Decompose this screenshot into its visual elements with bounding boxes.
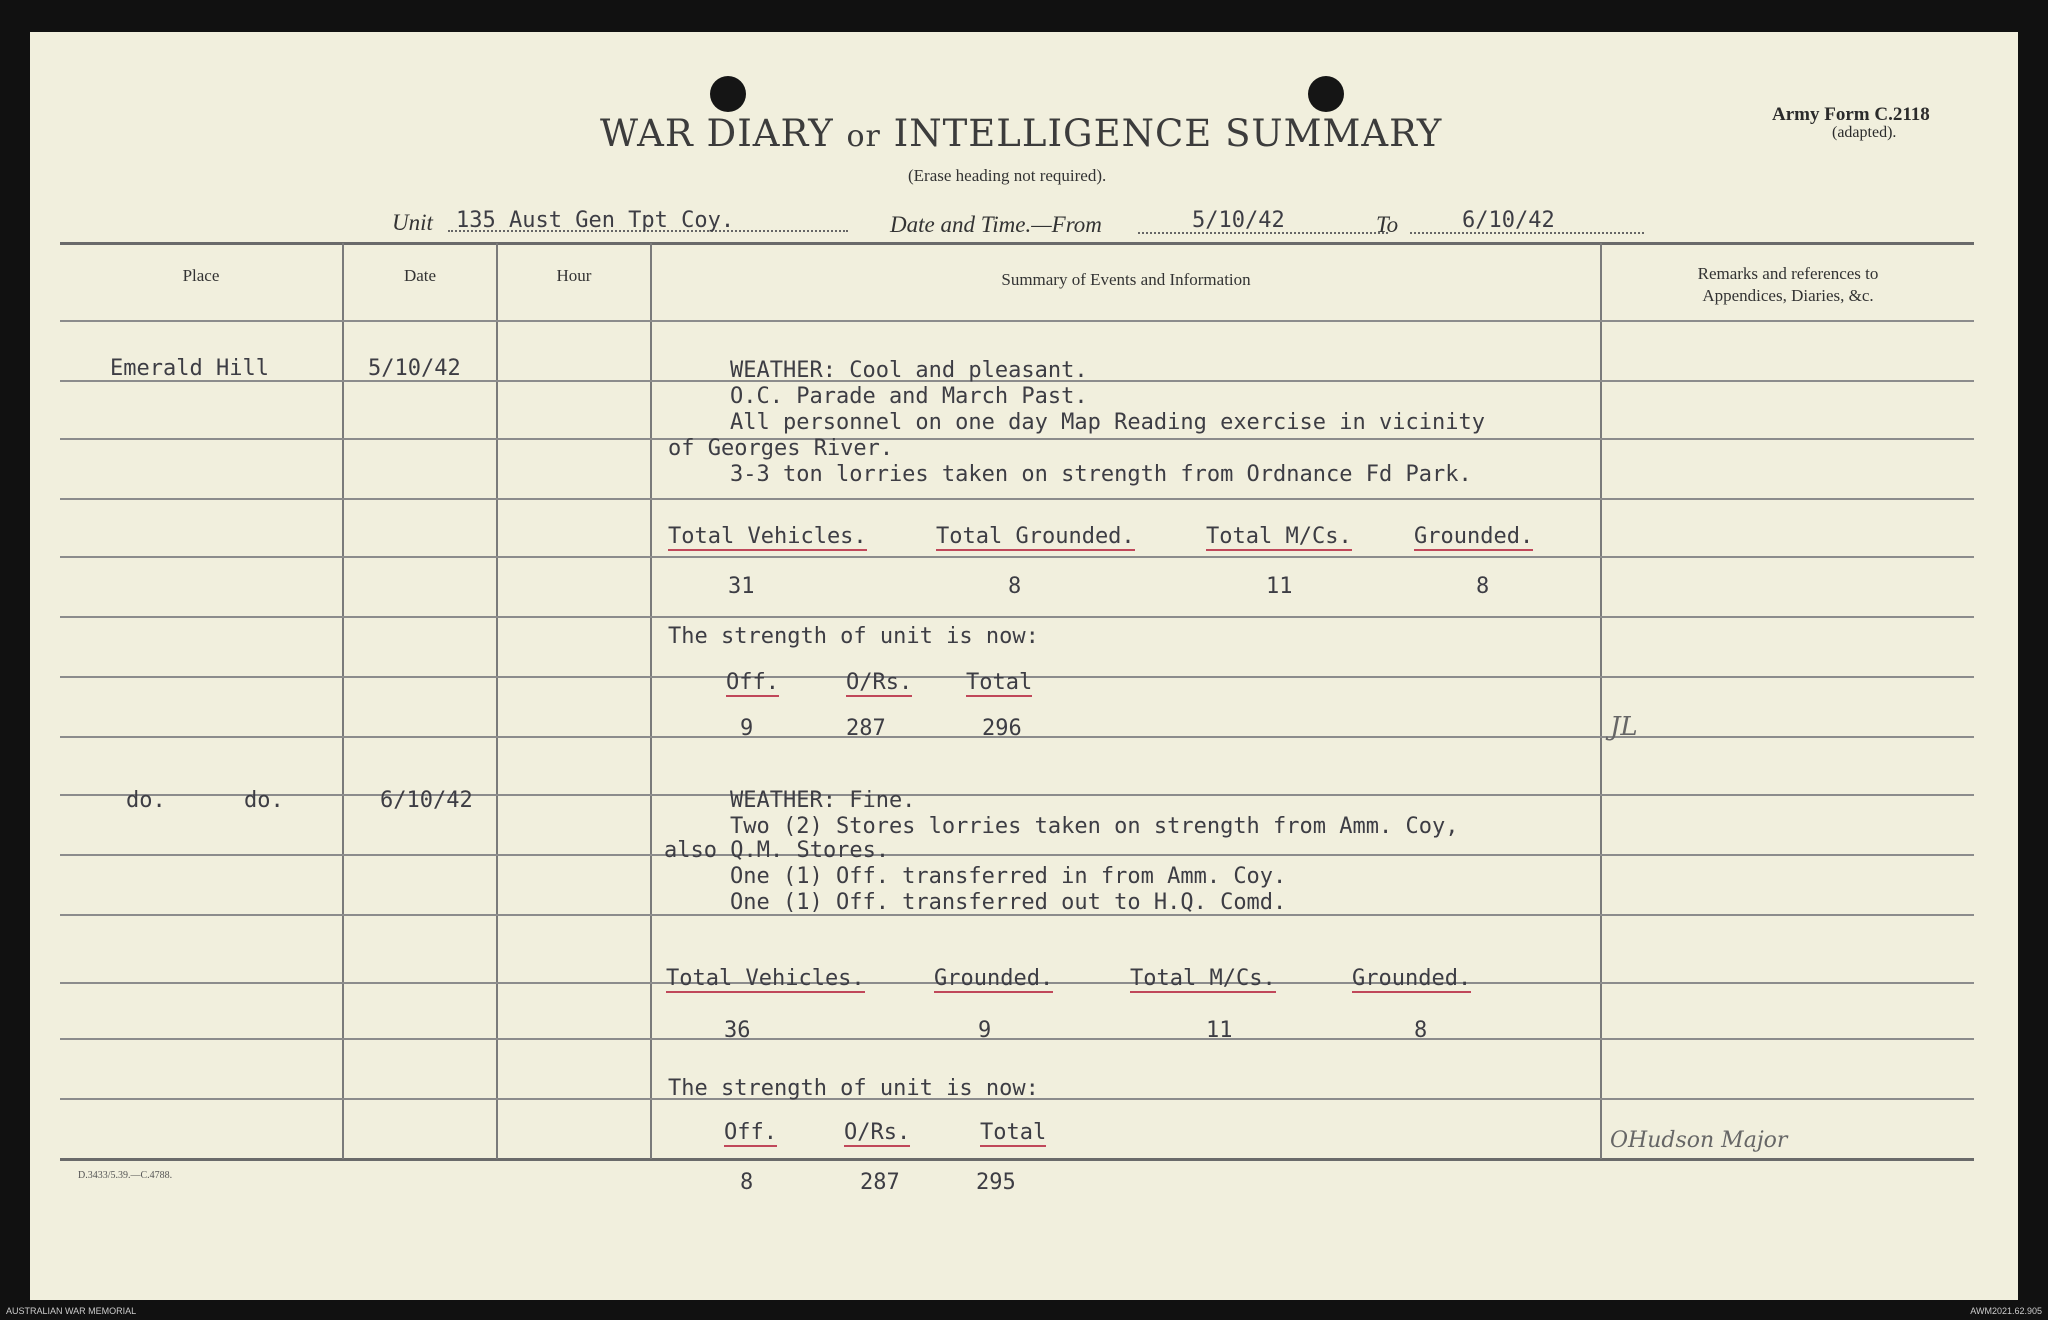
entry2-signature: OHudson Major bbox=[1610, 1128, 1788, 1153]
punch-hole-right bbox=[1308, 76, 1344, 112]
col-header-hour: Hour bbox=[556, 266, 592, 285]
entry2-strength-value: 8 bbox=[740, 1170, 754, 1195]
entry2-vehicles-header: Grounded. bbox=[1352, 966, 1472, 991]
entry1-vehicles-header: Total M/Cs. bbox=[1206, 524, 1352, 549]
ruled-line bbox=[60, 320, 1974, 322]
date-time-label: Date and Time.—From bbox=[890, 212, 1102, 237]
print-code: D.3433/5.39.—C.4788. bbox=[78, 1170, 173, 1181]
ruled-line bbox=[60, 438, 1974, 440]
entry2-vehicles-header: Total M/Cs. bbox=[1130, 966, 1276, 991]
entry1-vehicles-value: 31 bbox=[728, 574, 755, 599]
col-header-place: Place bbox=[182, 266, 220, 285]
col-header-remarks-line2: Appendices, Diaries, &c. bbox=[1702, 286, 1874, 305]
entry2-strength-value: 287 bbox=[860, 1170, 900, 1195]
entry2-strength-value: 295 bbox=[976, 1170, 1016, 1195]
entry2-line: also Q.M. Stores. bbox=[664, 838, 890, 863]
archive-label-right: AWM2021.62.905 bbox=[1970, 1306, 2042, 1316]
entry1-strength-header: O/Rs. bbox=[846, 670, 913, 695]
entry1-vehicles-header: Total Vehicles. bbox=[668, 524, 867, 549]
ruled-line bbox=[60, 556, 1974, 558]
entry1-strength-value: 287 bbox=[846, 716, 886, 741]
col-header-remarks-line1: Remarks and references to bbox=[1697, 264, 1879, 283]
punch-hole-left bbox=[710, 76, 746, 112]
ruled-line bbox=[60, 794, 1974, 796]
title-war-diary: WAR DIARY bbox=[600, 112, 834, 155]
entry2-date: 6/10/42 bbox=[380, 788, 473, 813]
entry1-strength-header: Total bbox=[966, 670, 1033, 695]
ruled-line bbox=[60, 854, 1974, 856]
entry2-place-do: do. bbox=[126, 788, 166, 813]
ruled-line bbox=[60, 1038, 1974, 1040]
entry2-place-do: do. bbox=[244, 788, 284, 813]
entry2-vehicles-header: Total Vehicles. bbox=[666, 966, 865, 991]
entry1-strength-label: The strength of unit is now: bbox=[668, 624, 1039, 649]
title-intelligence-summary: INTELLIGENCE SUMMARY bbox=[893, 112, 1443, 155]
entry2-line: One (1) Off. transferred out to H.Q. Comd. bbox=[730, 890, 1287, 915]
entry1-vehicles-value: 8 bbox=[1476, 574, 1490, 599]
entry2-strength-label: The strength of unit is now: bbox=[668, 1076, 1039, 1101]
col-header-summary: Summary of Events and Information bbox=[1001, 270, 1251, 289]
entry1-line: All personnel on one day Map Reading exercise in vicinity bbox=[730, 410, 1485, 435]
entry1-vehicles-value: 11 bbox=[1266, 574, 1293, 599]
entry2-vehicles-value: 11 bbox=[1206, 1018, 1233, 1043]
archive-label-left: AUSTRALIAN WAR MEMORIAL bbox=[6, 1306, 137, 1316]
entry1-line: 3-3 ton lorries taken on strength from Ordnance Fd Park. bbox=[730, 462, 1472, 487]
entry2-vehicles-header: Grounded. bbox=[934, 966, 1054, 991]
title-or: or bbox=[846, 119, 881, 154]
entry2-vehicles-value: 9 bbox=[978, 1018, 992, 1043]
entry1-strength-header: Off. bbox=[726, 670, 779, 695]
entry1-strength-value: 9 bbox=[740, 716, 754, 741]
entry1-vehicles-header: Total Grounded. bbox=[936, 524, 1135, 549]
entry1-remark-initials: JL bbox=[1610, 712, 1638, 742]
diary-sheet bbox=[30, 32, 2018, 1300]
ruled-line bbox=[60, 498, 1974, 500]
entry1-vehicles-value: 8 bbox=[1008, 574, 1022, 599]
entry1-strength-value: 296 bbox=[982, 716, 1022, 741]
entry2-vehicles-value: 8 bbox=[1414, 1018, 1428, 1043]
form-number: Army Form C.2118 bbox=[1772, 104, 1930, 125]
table-bottom-rule bbox=[60, 1158, 1974, 1161]
unit-label: Unit bbox=[392, 210, 433, 235]
entry2-strength-header: Off. bbox=[724, 1120, 777, 1145]
to-value: 6/10/42 bbox=[1462, 208, 1555, 233]
entry2-line: WEATHER: Fine. bbox=[730, 788, 916, 813]
entry1-date: 5/10/42 bbox=[368, 356, 461, 381]
entry2-line: Two (2) Stores lorries taken on strength from Amm. Coy, bbox=[730, 814, 1459, 839]
form-adapted: (adapted). bbox=[1832, 124, 1897, 141]
entry2-strength-header: O/Rs. bbox=[844, 1120, 911, 1145]
ruled-line bbox=[60, 616, 1974, 618]
to-label: To bbox=[1376, 212, 1399, 237]
title-subtitle: (Erase heading not required). bbox=[908, 166, 1107, 185]
entry1-vehicles-header: Grounded. bbox=[1414, 524, 1534, 549]
unit-value: 135 Aust Gen Tpt Coy. bbox=[456, 208, 735, 233]
table-top-rule bbox=[60, 242, 1974, 245]
entry2-vehicles-value: 36 bbox=[724, 1018, 751, 1043]
entry1-line: O.C. Parade and March Past. bbox=[730, 384, 1088, 409]
entry2-line: One (1) Off. transferred in from Amm. Coy. bbox=[730, 864, 1287, 889]
entry1-line: WEATHER: Cool and pleasant. bbox=[730, 358, 1088, 383]
entry1-place: Emerald Hill bbox=[110, 356, 269, 381]
entry1-line: of Georges River. bbox=[668, 436, 894, 461]
from-value: 5/10/42 bbox=[1192, 208, 1285, 233]
entry2-strength-header: Total bbox=[980, 1120, 1047, 1145]
form-title bbox=[600, 112, 1442, 155]
col-header-date: Date bbox=[403, 266, 437, 285]
